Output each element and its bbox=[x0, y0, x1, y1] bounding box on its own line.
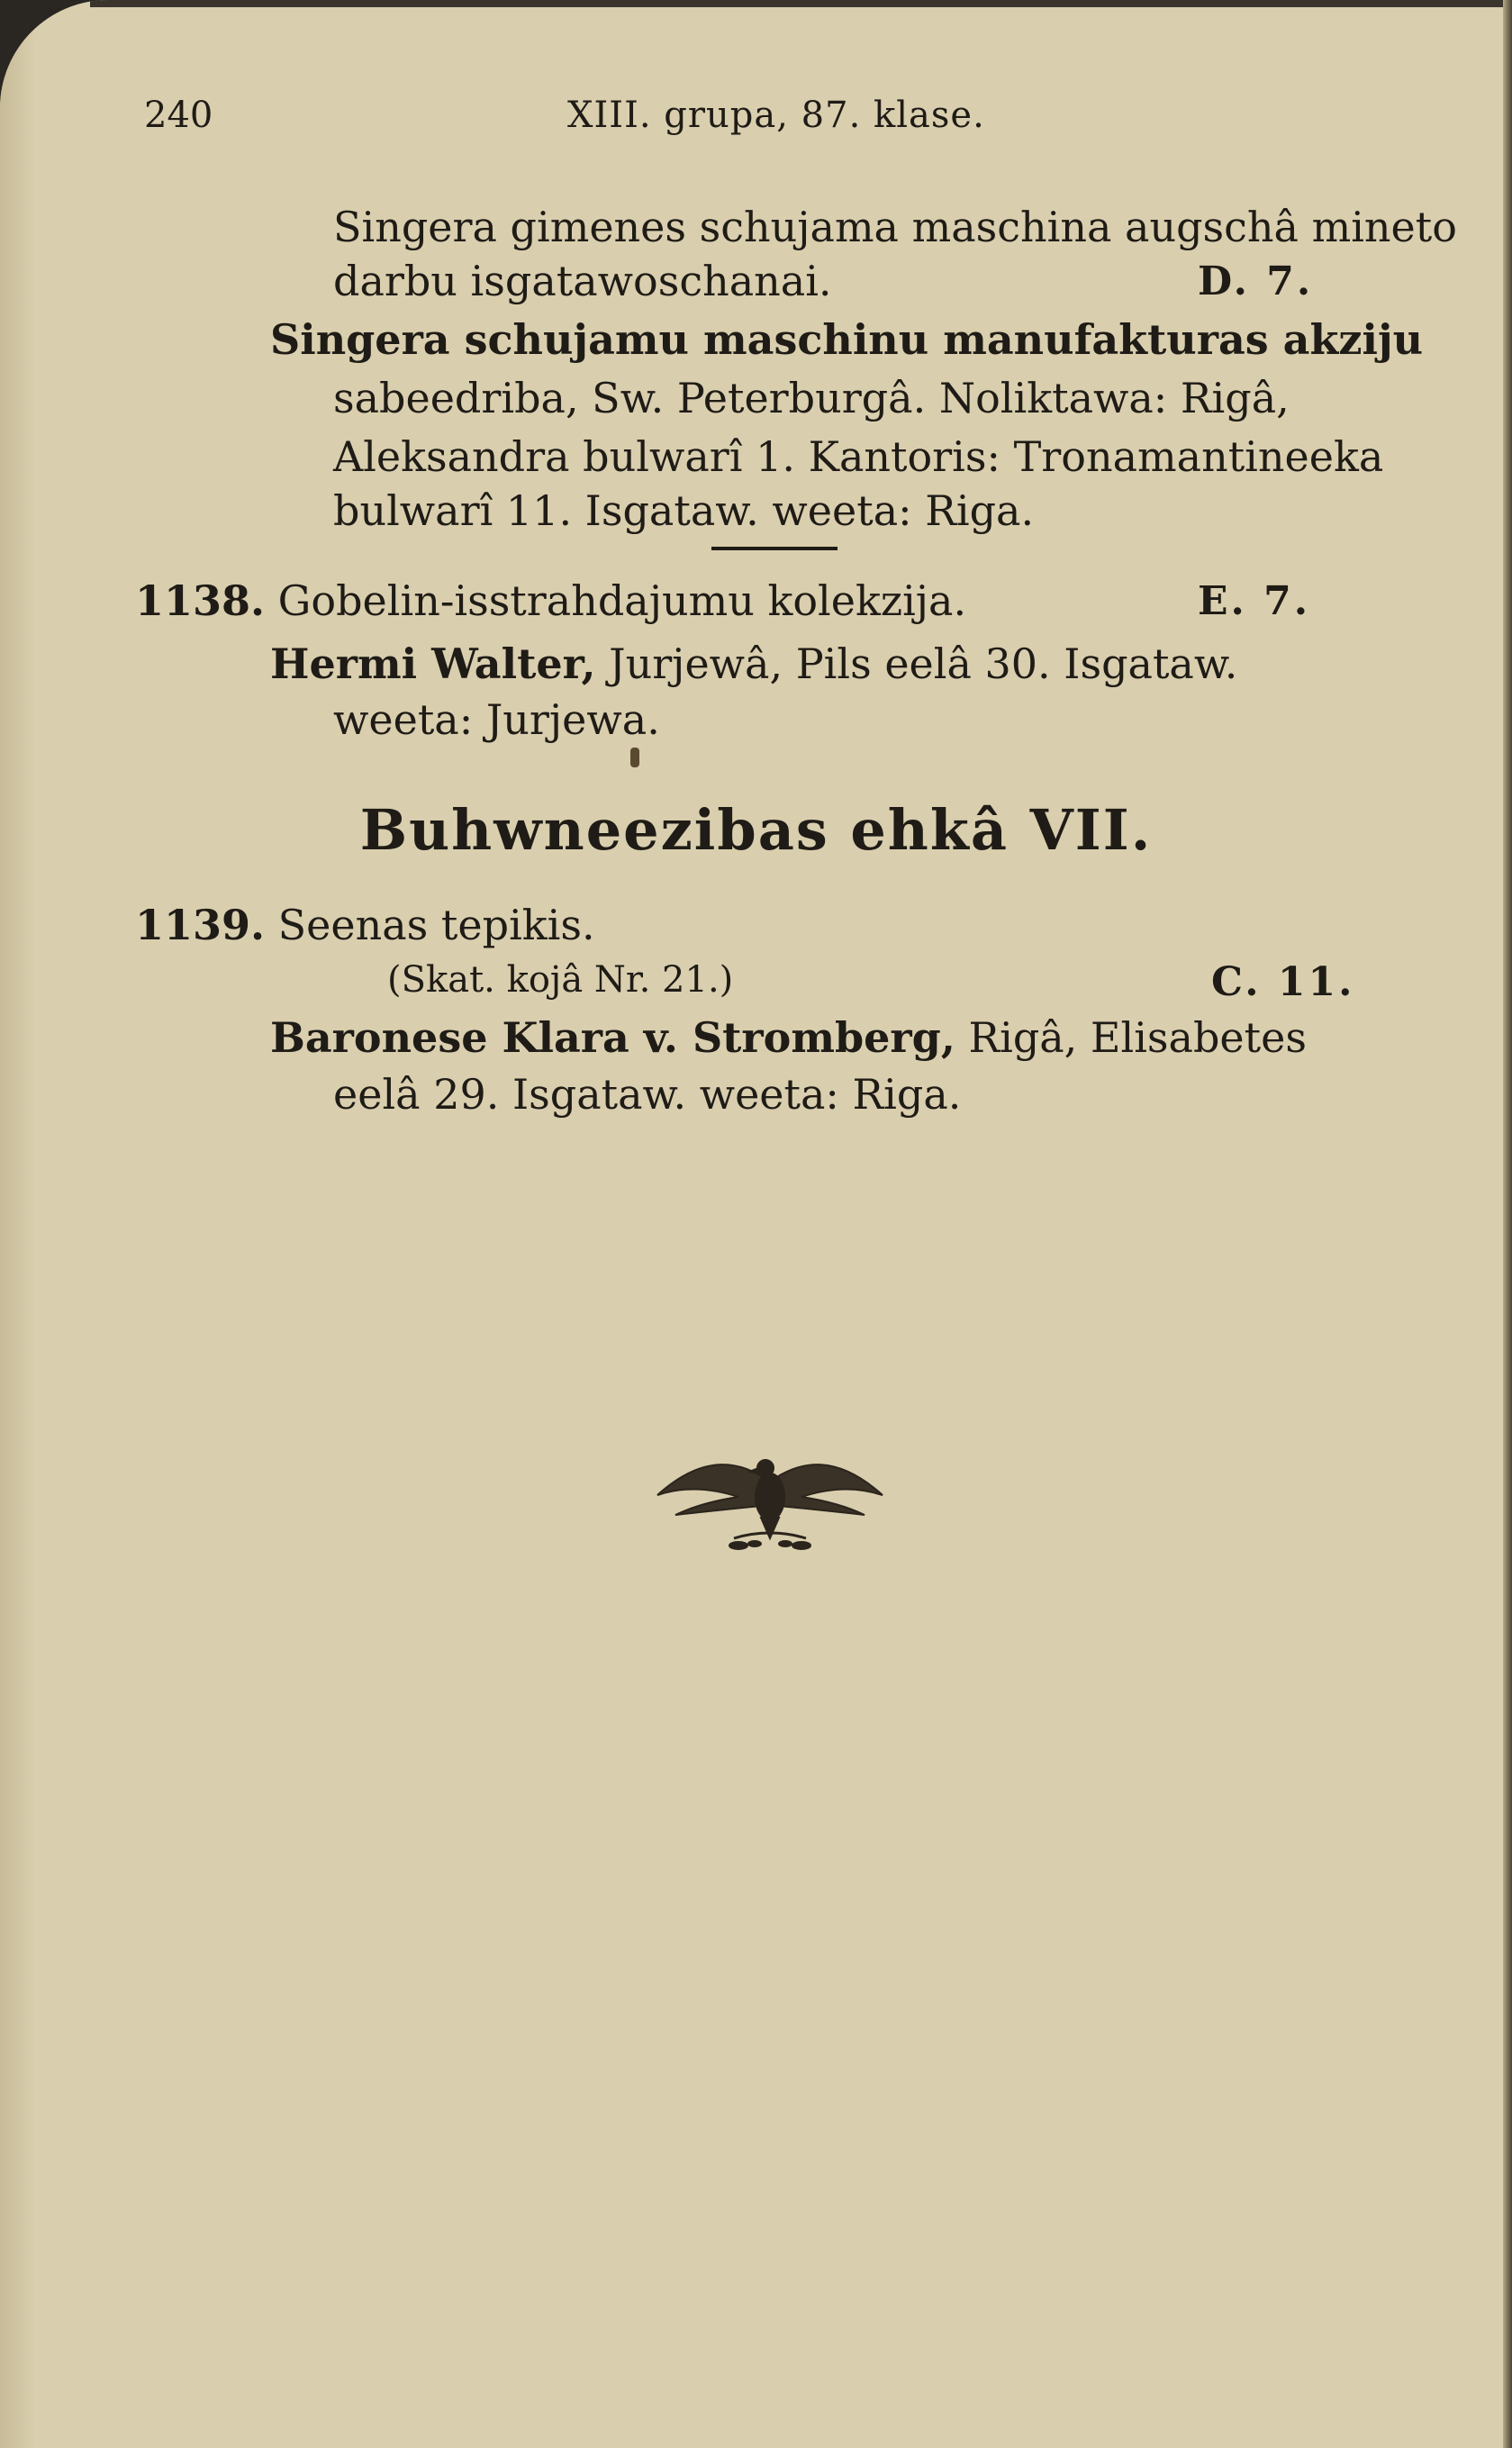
page-number: 240 bbox=[144, 95, 213, 136]
entry-number: 1138. bbox=[135, 576, 266, 625]
entry-1138-maker-line bbox=[270, 639, 1237, 688]
entry-1138 bbox=[135, 576, 966, 625]
entry-title: Seenas tepikis. bbox=[277, 901, 595, 949]
entry-1139-maker-line bbox=[270, 1013, 1307, 1062]
prev-code: D. 7. bbox=[1198, 258, 1314, 304]
prev-line-3: Singera schujamu maschinu manufakturas akziju bbox=[270, 315, 1424, 364]
page-header bbox=[0, 95, 1512, 149]
prev-line-2: darbu isgatawoschanai. bbox=[333, 257, 832, 305]
prev-line-1: Singera gimenes schujama maschina augschâ mineto bbox=[333, 203, 1457, 251]
page-top-edge bbox=[90, 0, 1512, 7]
entry-1139 bbox=[135, 901, 595, 949]
entry-number: 1139. bbox=[135, 901, 266, 949]
page-right-edge bbox=[1503, 0, 1512, 2448]
separator-rule bbox=[711, 547, 837, 550]
section-heading: Buhwneezibas ehkâ VII. bbox=[359, 797, 1153, 863]
maker-name: Hermi Walter, bbox=[270, 639, 596, 688]
entry-code: C. 11. bbox=[1211, 959, 1355, 1005]
maker-address: Jurjewâ, Pils eelâ 30. Isgataw. bbox=[609, 639, 1238, 688]
entry-1138-line-2: weeta: Jurjewa. bbox=[333, 695, 660, 744]
maker-name: Baronese Klara v. Stromberg, bbox=[270, 1013, 955, 1062]
running-title: XIII. grupa, 87. klase. bbox=[567, 95, 985, 136]
ink-speck bbox=[630, 748, 639, 767]
prev-line-4: sabeedriba, Sw. Peterburgâ. Noliktawa: Rigâ, bbox=[333, 374, 1290, 422]
prev-line-5: Aleksandra bulwarî 1. Kantoris: Tronamantineeka bbox=[333, 432, 1384, 481]
entry-1139-line-2: eelâ 29. Isgataw. weeta: Riga. bbox=[333, 1070, 962, 1119]
maker-address: Rigâ, Elisabetes bbox=[968, 1013, 1307, 1062]
prev-line-6: bulwarî 11. Isgataw. weeta: Riga. bbox=[333, 486, 1035, 535]
entry-note: (Skat. kojâ Nr. 21.) bbox=[387, 959, 734, 1001]
entry-title: Gobelin-isstrahdajumu kolekzija. bbox=[277, 576, 967, 625]
eagle-icon bbox=[648, 1432, 892, 1558]
page-left-shade bbox=[0, 0, 36, 2448]
entry-code: E. 7. bbox=[1198, 578, 1311, 624]
